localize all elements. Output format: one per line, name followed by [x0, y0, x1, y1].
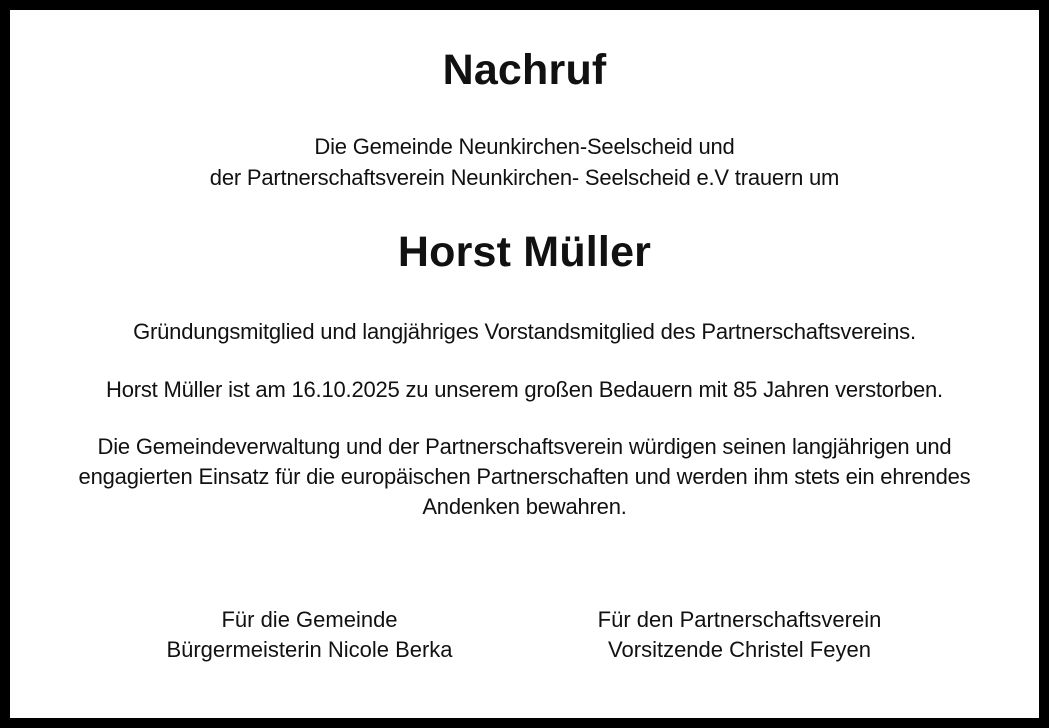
tribute-paragraph: Die Gemeindeverwaltung und der Partnerschaftsverein würdigen seinen langjährigen und engagierten Einsatz für die europäischen Partnerschaften und werden ihm stets ein ehrendes Andenken bewahren.: [78, 434, 971, 520]
signature-gemeinde-org: Für die Gemeinde: [221, 607, 398, 633]
obituary-card: [10, 10, 1039, 718]
death-line: Horst Müller ist am 16.10.2025 zu unserem großen Bedauern mit 85 Jahren verstorben.: [106, 377, 943, 403]
intro-line-1: Die Gemeinde Neunkirchen-Seelscheid und: [314, 134, 735, 160]
signature-partnerschaftsverein: [585, 605, 895, 665]
deceased-name: Horst Müller: [397, 228, 652, 277]
signatures-row: [155, 605, 895, 665]
notice-title: Nachruf: [442, 46, 607, 94]
intro-line-2: der Partnerschaftsverein Neunkirchen- Seelscheid e.V trauern um: [209, 165, 840, 191]
signature-partnerschaftsverein-org: Für den Partnerschaftsverein: [597, 607, 882, 633]
intro-text: [210, 131, 839, 193]
role-line: Gründungsmitglied und langjähriges Vorstandsmitglied des Partnerschaftsvereins.: [133, 319, 916, 345]
signature-partnerschaftsverein-person: Vorsitzende Christel Feyen: [608, 637, 871, 663]
signature-gemeinde-person: Bürgermeisterin Nicole Berka: [166, 637, 453, 663]
signature-gemeinde: [155, 605, 465, 665]
